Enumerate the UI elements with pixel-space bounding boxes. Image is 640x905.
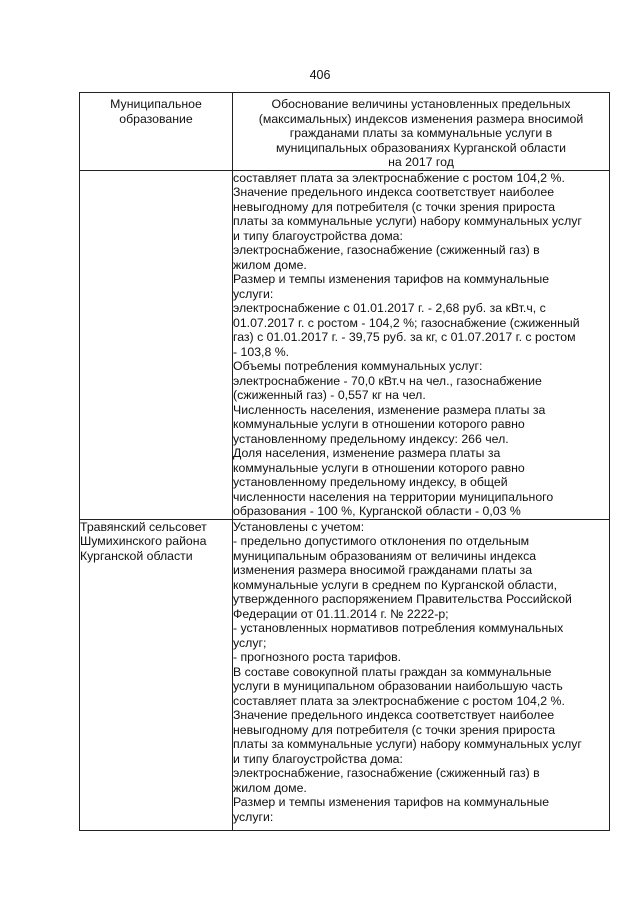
page-number: 406 [309,68,331,82]
text-line: Размер и темпы изменения тарифов на коммунальные [233,272,550,286]
text-line: Численность населения, изменение размера платы за [233,402,546,417]
header-justification-line: (максимальных) индексов изменения размера вносимой [258,111,584,126]
text-line: (сжиженный газ) - 0,557 кг на чел. [233,388,426,402]
table-header-row [80,93,610,171]
text-line: установленному предельному индексу: 266 чел. [233,431,509,446]
text-line: численности населения на территории муниципального [233,489,554,504]
text-line: Травянский сельсовет [80,519,207,534]
text-line: - 103,8 %. [233,344,290,359]
text-line: газ) с 01.01.2017 г. - 39,75 руб. за кг, с 01.07.2017 г. с ростом [233,330,576,344]
text-line: Курганской области [80,548,193,563]
text-line: образования - 100 %, Курганской области - 0,03 % [233,504,521,518]
text-line: Значение предельного индекса соответствует наиболее [233,708,555,722]
text-line: услуги: [233,809,274,824]
text-line: услуги в муниципальном образовании наибольшую часть [233,679,563,693]
header-municipality [80,93,233,171]
text-line: 01.07.2017 г. с ростом - 104,2 %; газоснабжение (сжиженный [233,315,580,330]
text-line: Размер и темпы изменения тарифов на коммунальные [233,795,550,809]
text-line: невыгодному для потребителя (с точки зрения прироста [233,722,556,737]
text-line: электроснабжение - 70,0 кВт.ч на чел., газоснабжение [233,373,542,388]
text-line: услуги: [233,286,274,301]
text-line: жилом доме. [233,257,307,272]
text-line: В составе совокупной платы граждан за коммунальные [233,664,552,679]
header-justification-line: Обоснование величины установленных предельных [271,97,571,111]
text-line: - установленных нормативов потребления коммунальных [233,621,564,635]
text-line: Шумихинского района [80,534,207,548]
text-line: составляет плата за электроснабжение с ростом 104,2 %. [233,170,565,185]
text-line: утвержденного распоряжением Правительства Российской [233,592,572,606]
text-line: Значение предельного индекса соответствует наиболее [233,185,555,199]
text-line: коммунальные услуги в отношении которого равно [233,417,525,431]
tariff-justification-table [79,92,610,831]
municipality-cell [80,170,233,519]
text-line: Доля населения, изменение размера платы за [233,446,501,460]
header-justification-line: на 2017 год [388,155,454,169]
table-row [80,519,610,830]
table-row [80,170,610,519]
text-line: жилом доме. [233,780,307,795]
text-line: электроснабжение, газоснабжение (сжиженный газ) в [233,243,540,257]
text-line: невыгодному для потребителя (с точки зрения прироста [233,199,556,214]
text-line: платы за коммунальные услуги) набору коммунальных услуг [233,214,582,228]
justification-cell [233,519,610,830]
text-line: коммунальные услуги в отношении которого равно [233,460,525,475]
justification-cell [233,170,610,519]
header-justification [233,93,610,171]
text-line: изменения размера вносимой гражданами платы за [233,563,533,577]
text-line: составляет плата за электроснабжение с ростом 104,2 %. [233,693,565,708]
text-line: и типу благоустройства дома: [233,228,403,243]
text-line: - прогнозного роста тарифов. [233,650,402,664]
text-line: Федерации от 01.11.2014 г. № 2222-р; [233,606,449,621]
text-line: электроснабжение, газоснабжение (сжиженный газ) в [233,766,540,780]
header-municipality-line: Муниципальное [110,97,202,111]
text-line: коммунальные услуги в среднем по Курганской области, [233,577,558,592]
text-line: - предельно допустимого отклонения по отдельным [233,534,530,548]
text-line: Установлены с учетом: [233,519,365,534]
municipality-cell [80,519,233,830]
text-line: установленному предельному индексу, в общей [233,475,508,489]
text-line: платы за коммунальные услуги) набору коммунальных услуг [233,737,582,751]
text-line: муниципальным образованиям от величины индекса [233,548,537,563]
text-line: Объемы потребления коммунальных услуг: [233,359,483,373]
text-line: услуг; [233,635,267,650]
header-justification-line: муниципальных образованиях Курганской области [275,140,567,155]
header-justification-line: гражданами платы за коммунальные услуги в [289,126,553,140]
text-line: электроснабжение с 01.01.2017 г. - 2,68 руб. за кВт.ч, с [233,301,546,315]
header-municipality-line: образование [119,111,193,126]
text-line: и типу благоустройства дома: [233,751,403,766]
